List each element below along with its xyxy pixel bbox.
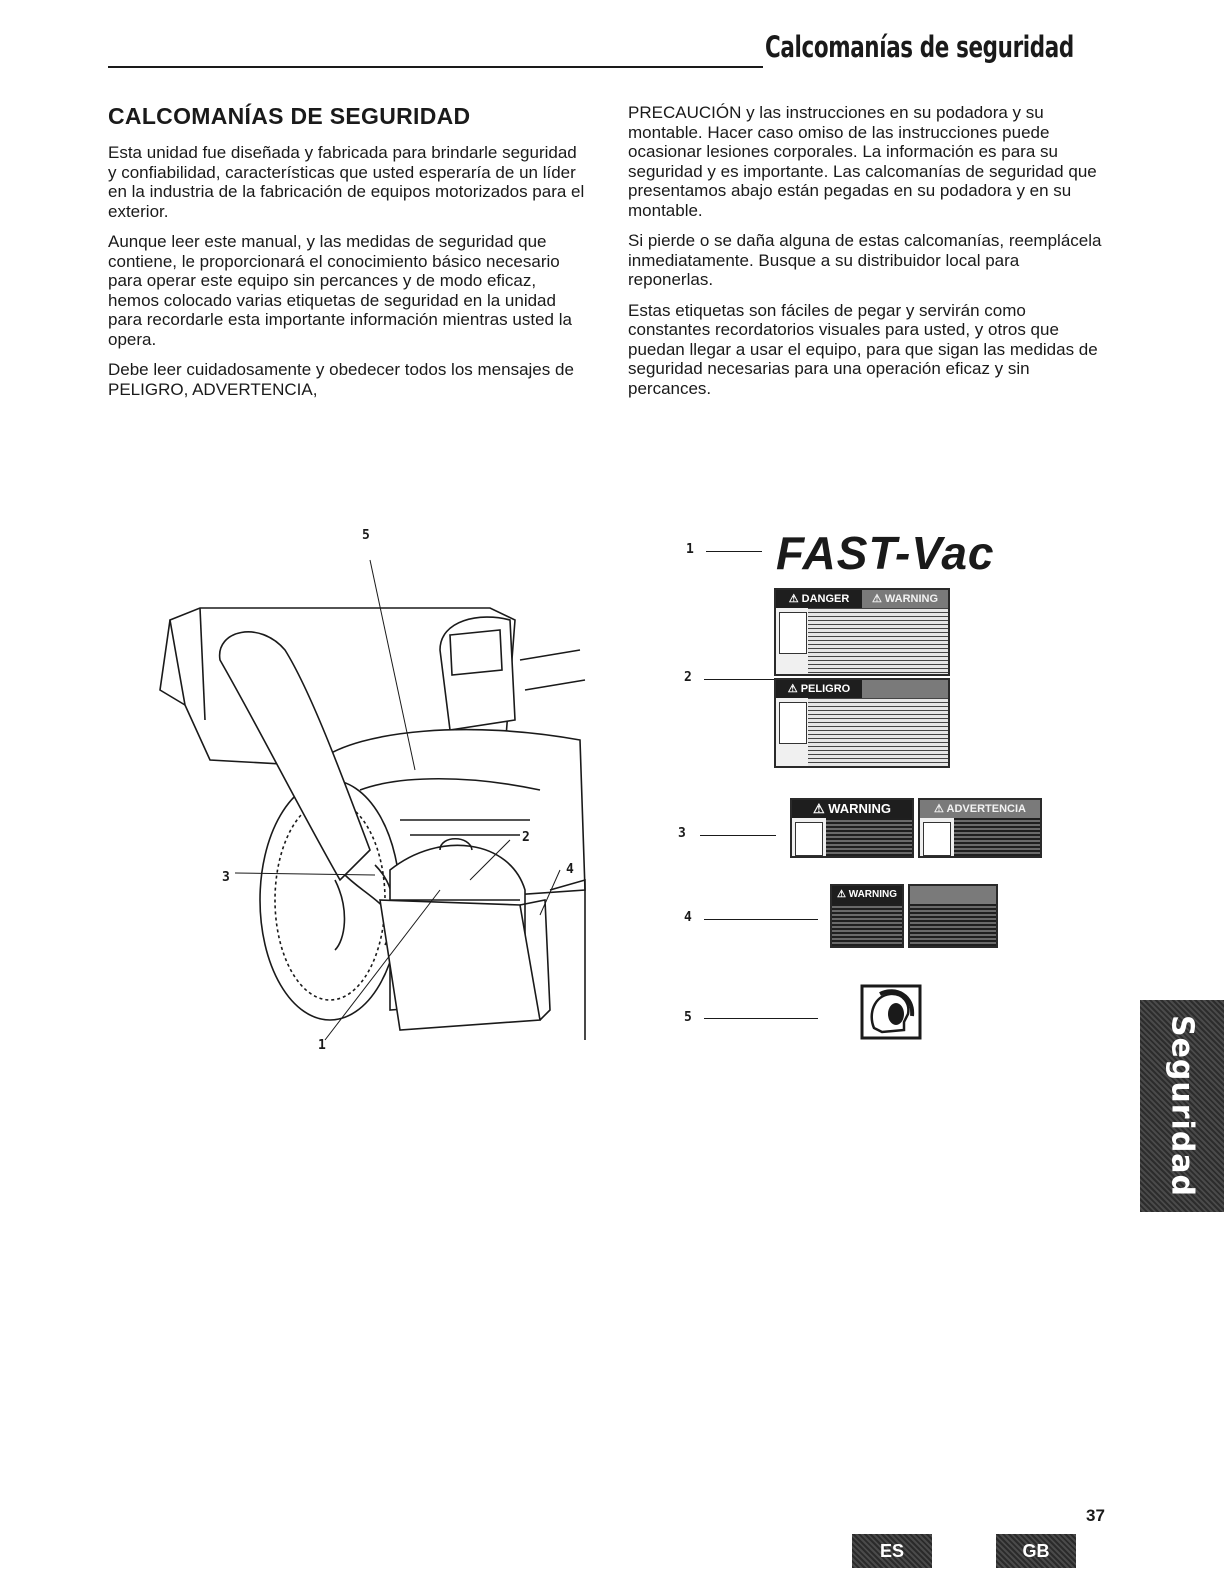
hazard-pictogram-icon [923, 822, 951, 856]
decal-callout-2: 2 [684, 670, 692, 685]
leader-line [706, 551, 762, 552]
peligro-header: ⚠ PELIGRO [776, 680, 862, 698]
hazard-pictogram-icon [795, 822, 823, 856]
danger-warning-decal [774, 588, 950, 676]
paragraph: PRECAUCIÓN y las instrucciones en su podadora y su montable. Hacer caso omiso de las instrucciones puede ocasionar lesiones corporales. La información es para su seguridad y es importante. Las calcomanías de seguridad que presentamos abajo están pegadas en su podadora y en su montable. [628, 103, 1097, 220]
page-number: 37 [1086, 1506, 1105, 1525]
peligro-advertencia-decal [774, 678, 950, 768]
leader-line [704, 679, 774, 680]
header-rule [108, 66, 763, 68]
leader-line [704, 1018, 818, 1019]
paragraph: Esta unidad fue diseñada y fabricada para brindarle seguridad y confiabilidad, características que usted esperaría de un líder en la industria de la fabricación de equipos motorizados para el exterior. [108, 143, 585, 221]
paragraph: Debe leer cuidadosamente y obedecer todos los mensajes de PELIGRO, ADVERTENCIA, [108, 360, 574, 399]
paragraph: Si pierde o se daña alguna de estas calcomanías, reemplácela inmediatamente. Busque a su distribuidor local para reponerlas. [628, 231, 1102, 289]
callout-5: 5 [362, 528, 370, 543]
section-heading: CALCOMANÍAS DE SEGURIDAD [108, 103, 471, 129]
advertencia-header: ⚠ ADVERTENCIA [920, 800, 1040, 818]
callout-2: 2 [522, 830, 530, 845]
advertencia-header-blurred [910, 886, 996, 904]
shield-warning-decal [830, 884, 904, 948]
right-text-column [628, 103, 1108, 409]
callout-3: 3 [222, 870, 230, 885]
page-header-title: Calcomanías de seguridad [765, 30, 1074, 64]
decal-callout-3: 3 [678, 826, 686, 841]
decal-callout-1: 1 [686, 542, 694, 557]
hearing-protection-icon [860, 984, 922, 1040]
discharge-warning-decal [790, 798, 914, 858]
paragraph: Estas etiquetas son fáciles de pegar y servirán como constantes recordatorios visuales para usted, y otros que puedan llegar a usar el equipo, para que sigan las medidas de seguridad necesarias para una operación eficaz y sin percances. [628, 300, 1098, 398]
mower-illustration [140, 520, 590, 1060]
danger-header: ⚠ DANGER [776, 590, 862, 608]
callout-4: 4 [566, 862, 574, 877]
shield-advertencia-decal [908, 884, 998, 948]
side-tab-label: Seguridad [1164, 1014, 1200, 1198]
hazard-pictogram-icon [779, 702, 807, 744]
hazard-pictogram-icon [779, 612, 807, 654]
callout-1: 1 [318, 1038, 326, 1053]
paragraph: Aunque leer este manual, y las medidas de seguridad que contiene, le proporcionará el conocimiento básico necesario para operar este equipo sin percances y de modo eficaz, hemos colocado varias etiquetas de seguridad en la unidad para recordarle esta importante información mientras usted la opera. [108, 232, 572, 349]
language-badge-es: ES [852, 1534, 932, 1568]
warning-header: ⚠ WARNING [862, 590, 948, 608]
language-badge-gb: GB [996, 1534, 1076, 1568]
fastvac-logo-decal: FAST-Vac [776, 527, 995, 579]
section-side-tab [1140, 1000, 1224, 1212]
decal-callout-5: 5 [684, 1010, 692, 1025]
left-text-column [108, 143, 588, 410]
decal-callout-4: 4 [684, 910, 692, 925]
warning-header: ⚠ WARNING [832, 886, 902, 904]
discharge-advertencia-decal [918, 798, 1042, 858]
leader-line [700, 835, 776, 836]
warning-header: ⚠ WARNING [792, 800, 912, 818]
advertencia-header-blurred [862, 680, 948, 698]
leader-line [704, 919, 818, 920]
